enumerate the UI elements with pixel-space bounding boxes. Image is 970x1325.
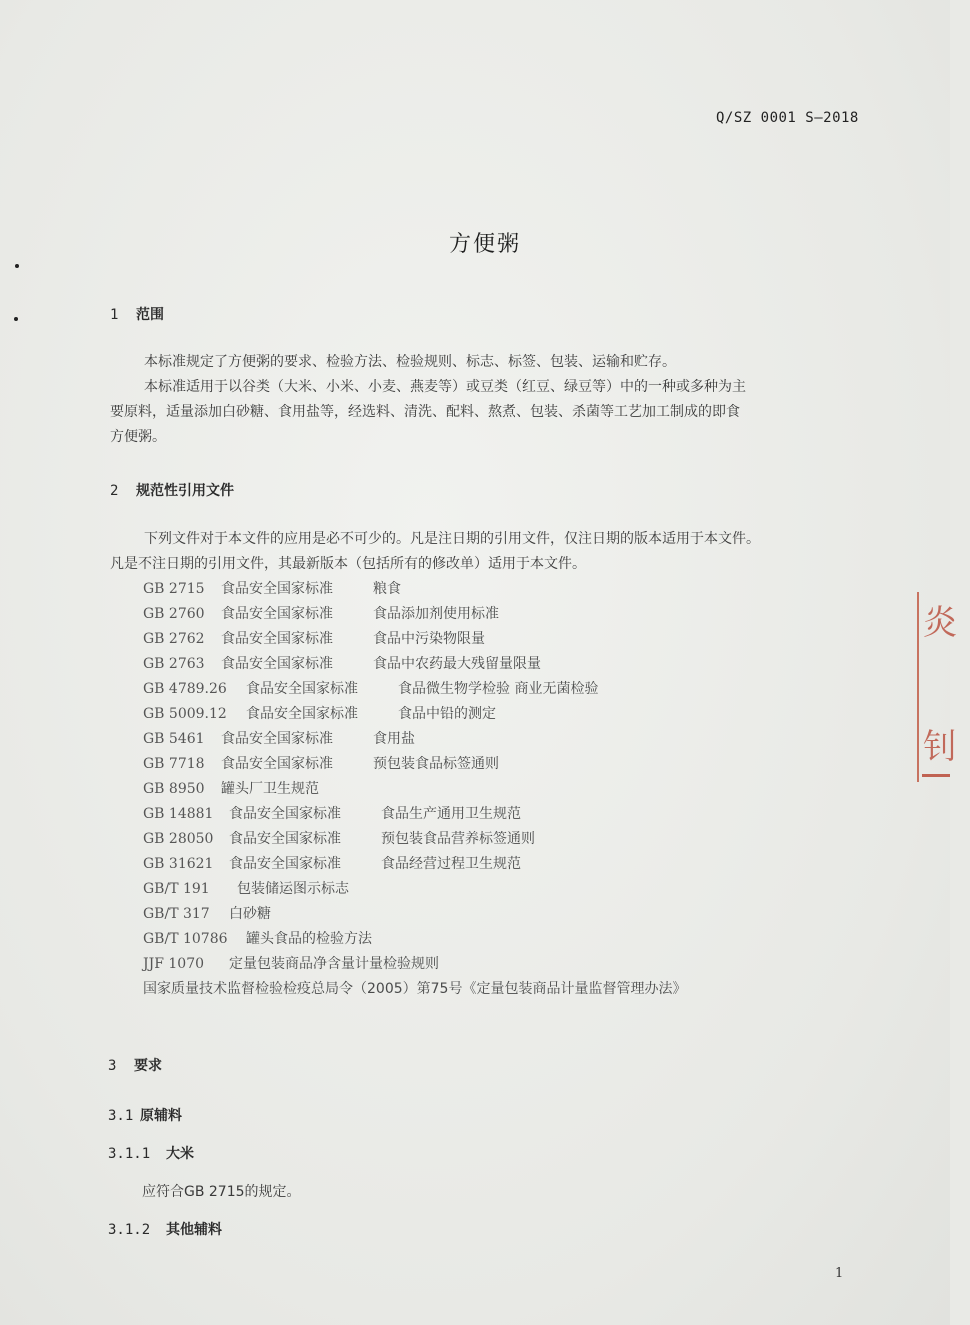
reference-title: 食品安全国家标准 [221,631,333,647]
reference-item [143,877,349,902]
section-2-intro-line-1: 下列文件对于本文件的应用是必不可少的。凡是注日期的引用文件，仅注日期的版本适用于本文件。 [144,531,760,547]
section-number: 3.1.1 [108,1146,151,1162]
reference-title: 食品安全国家标准 [229,831,341,847]
section-title: 其他辅料 [166,1222,222,1238]
seal-edge-mark [922,774,950,777]
section-title: 原辅料 [140,1108,182,1124]
reference-subtitle: 食品添加剂使用标准 [373,606,499,622]
section-number: 3.1.2 [108,1222,151,1238]
reference-title: 食品安全国家标准 [221,606,333,622]
section-1-para-2-line-1: 本标准适用于以谷类（大米、小米、小麦、燕麦等）或豆类（红豆、绿豆等）中的一种或多种为主 [144,379,746,395]
reference-title: 国家质量技术监督检验检疫总局令（2005）第75号《定量包装商品计量监督管理办法》 [143,981,687,997]
section-number: 1 [110,307,119,323]
reference-title: 食品安全国家标准 [221,731,333,747]
reference-code: GB 5009.12 [143,706,227,722]
section-3-1-2-heading [108,1219,222,1239]
reference-title: 食品安全国家标准 [246,681,358,697]
reference-code: GB 2763 [143,656,205,672]
section-number: 3 [108,1058,117,1074]
section-title: 大米 [166,1146,194,1162]
reference-item [143,952,439,977]
reference-item [143,602,499,627]
reference-item [143,827,535,852]
reference-subtitle: 食品中污染物限量 [373,631,485,647]
reference-subtitle: 食品中铅的测定 [398,706,496,722]
reference-title: 白砂糖 [229,906,271,922]
reference-code: GB 8950 [143,781,205,797]
reference-code: GB 2760 [143,606,205,622]
section-title: 规范性引用文件 [136,483,234,499]
section-1-heading [110,304,164,324]
reference-item [143,702,496,727]
reference-code: GB 31621 [143,856,214,872]
reference-code: GB/T 10786 [143,931,228,947]
section-1-para-1: 本标准规定了方便粥的要求、检验方法、检验规则、标志、标签、包装、运输和贮存。 [144,354,676,370]
reference-title: 食品安全国家标准 [221,656,333,672]
page-number: 1 [835,1266,844,1281]
reference-item [143,802,521,827]
section-3-1-1-text: 应符合GB 2715的规定。 [142,1184,301,1200]
reference-item [143,902,271,927]
document-title: 方便粥 [448,232,521,257]
reference-subtitle: 预包装食品营养标签通则 [381,831,535,847]
reference-item [143,577,401,602]
reference-item [143,652,541,677]
standard-code: Q/SZ 0001 S—2018 [716,110,859,126]
reference-code: GB 2715 [143,581,205,597]
reference-title: 罐头食品的检验方法 [246,931,372,947]
reference-title: 食品安全国家标准 [229,806,341,822]
reference-title: 食品安全国家标准 [246,706,358,722]
reference-title: 定量包装商品净含量计量检验规则 [229,956,439,972]
section-1-para-2-line-2: 要原料，适量添加白砂糖、食用盐等，经选料、清洗、配料、熬煮、包装、杀菌等工艺加工制成的即食 [110,404,740,420]
reference-subtitle: 食品生产通用卫生规范 [381,806,521,822]
partial-red-seal: 炎 钊 [917,592,957,782]
reference-title: 食品安全国家标准 [229,856,341,872]
reference-code: GB/T 191 [143,881,210,897]
reference-subtitle: 食品经营过程卫生规范 [381,856,521,872]
section-title: 要求 [134,1058,162,1074]
reference-subtitle: 粮食 [373,581,401,597]
reference-title: 包装储运图示标志 [237,881,349,897]
scan-speck [14,317,18,321]
reference-item [143,627,485,652]
section-number: 3.1 [108,1108,134,1124]
reference-code: GB 2762 [143,631,205,647]
reference-subtitle: 预包装食品标签通则 [373,756,499,772]
section-2-heading [110,480,234,500]
reference-subtitle: 食用盐 [373,731,415,747]
reference-subtitle: 食品微生物学检验 商业无菌检验 [398,681,599,697]
section-1-para-2-line-3: 方便粥。 [110,429,166,445]
reference-title: 食品安全国家标准 [221,581,333,597]
section-3-heading [108,1055,162,1075]
section-3-1-heading [108,1105,182,1125]
reference-code: GB 7718 [143,756,205,772]
section-3-1-1-heading [108,1143,194,1163]
reference-item [143,927,372,952]
reference-subtitle: 食品中农药最大残留量限量 [373,656,541,672]
reference-code: GB 14881 [143,806,214,822]
reference-code: GB 28050 [143,831,214,847]
reference-item [143,752,499,777]
reference-item [143,777,319,802]
section-2-intro-line-2: 凡是不注日期的引用文件，其最新版本（包括所有的修改单）适用于本文件。 [110,556,586,572]
reference-title: 罐头厂卫生规范 [221,781,319,797]
reference-code: GB 4789.26 [143,681,227,697]
reference-code: JJF 1070 [143,956,205,972]
reference-code: GB/T 317 [143,906,210,922]
reference-title: 食品安全国家标准 [221,756,333,772]
reference-item [143,977,686,1002]
reference-code: GB 5461 [143,731,205,747]
section-title: 范围 [136,307,164,323]
section-number: 2 [110,483,119,499]
scan-speck [15,264,19,268]
reference-item [143,727,415,752]
reference-item [143,677,598,702]
reference-item [143,852,521,877]
